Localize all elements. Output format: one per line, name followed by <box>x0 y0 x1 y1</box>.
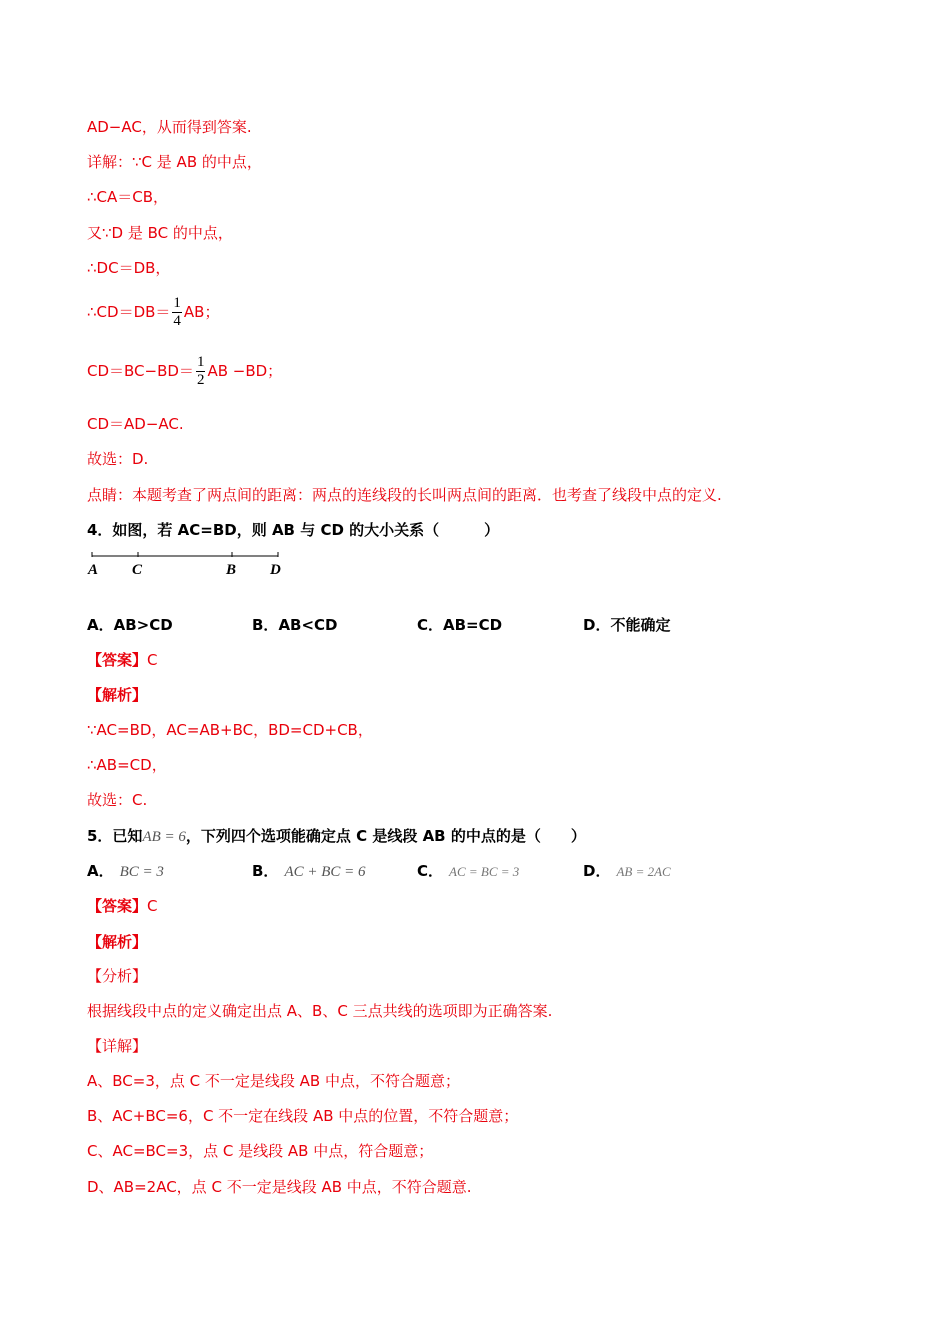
solution-line: 详解：∵C 是 AB 的中点， <box>87 153 262 171</box>
q5-detail-line: B、AC+BC=6，C 不一定在线段 AB 中点的位置，不符合题意； <box>87 1107 519 1125</box>
answer-tag: 【答案】 <box>87 897 148 915</box>
line-segment-figure <box>86 552 286 578</box>
fraction <box>196 354 206 389</box>
option-math: BC = 3 <box>119 864 164 880</box>
q5-xiangjie-tag: 【详解】 <box>87 1037 148 1055</box>
answer-value: C <box>147 651 158 669</box>
option-letter: A． <box>87 862 114 880</box>
label-d: D <box>270 562 281 578</box>
option-text: AB<CD <box>278 616 338 634</box>
option-math: AB = 2AC <box>616 864 671 879</box>
q4-option-d <box>583 615 670 635</box>
option-math: AC + BC = 6 <box>284 864 366 880</box>
q5-analysis-tag: 【解析】 <box>87 933 148 951</box>
text: CD＝BC−BD＝ <box>87 362 194 380</box>
solution-line: ∴DC＝DB， <box>87 259 171 277</box>
option-letter: B． <box>252 862 279 880</box>
q4-option-a <box>87 615 173 635</box>
option-math: AC = BC = 3 <box>449 864 520 879</box>
solution-line: ∴CA＝CB， <box>87 188 169 206</box>
denominator: 2 <box>196 372 205 388</box>
q5-option-b <box>252 861 366 882</box>
option-text: AB=CD <box>443 616 503 634</box>
option-letter: D． <box>583 616 611 634</box>
text: AB −BD； <box>207 362 283 380</box>
solution-line-fraction <box>87 353 282 389</box>
option-text: 不能确定 <box>610 616 671 634</box>
solution-line: CD＝AD−AC. <box>87 415 184 433</box>
q5-fenxi-text: 根据线段中点的定义确定出点 A、B、C 三点共线的选项即为正确答案. <box>87 1002 553 1020</box>
label-b: B <box>226 562 237 578</box>
text: ∴CD＝DB＝ <box>87 303 171 321</box>
q4-option-c <box>417 615 502 635</box>
text: AB； <box>183 303 220 321</box>
text: ，下列四个选项能确定点 C 是线段 AB 的中点的是（ ） <box>185 827 586 845</box>
q4-option-b <box>252 615 338 635</box>
option-text: AB>CD <box>113 616 173 634</box>
math-expression: AB = 6 <box>142 829 186 845</box>
solution-line: 又∵D 是 BC 的中点， <box>87 224 233 242</box>
q5-option-d <box>583 861 671 882</box>
label-a: A <box>88 562 99 578</box>
q4-analysis-line: 故选：C. <box>87 791 148 809</box>
q4-analysis-line: ∴AB=CD， <box>87 756 167 774</box>
question-5-stem <box>87 826 586 847</box>
option-letter: C． <box>417 862 444 880</box>
answer-value: C <box>147 897 158 915</box>
solution-line: AD−AC，从而得到答案. <box>87 118 252 136</box>
q5-answer <box>87 896 158 916</box>
q5-detail-line: C、AC=BC=3，点 C 是线段 AB 中点，符合题意； <box>87 1142 434 1160</box>
label-c: C <box>132 562 143 578</box>
option-letter: A． <box>87 616 114 634</box>
option-letter: C． <box>417 616 444 634</box>
q4-answer <box>87 650 158 670</box>
option-letter: B． <box>252 616 279 634</box>
text: 5．已知 <box>87 827 143 845</box>
solution-line-fraction <box>87 294 219 330</box>
solution-line: 点睛：本题考查了两点间的距离：两点的连线段的长叫两点间的距离．也考查了线段中点的定义. <box>87 486 722 504</box>
option-letter: D． <box>583 862 611 880</box>
fraction <box>172 295 182 330</box>
q5-option-a <box>87 861 164 882</box>
q5-fenxi-tag: 【分析】 <box>87 967 148 985</box>
q5-detail-line: D、AB=2AC，点 C 不一定是线段 AB 中点，不符合题意. <box>87 1178 472 1196</box>
numerator: 1 <box>196 354 205 370</box>
solution-line: 故选：D. <box>87 450 149 468</box>
question-4-stem: 4．如图，若 AC=BD，则 AB 与 CD 的大小关系（ ） <box>87 521 500 539</box>
q4-analysis-tag: 【解析】 <box>87 686 148 704</box>
denominator: 4 <box>173 313 181 329</box>
q5-option-c <box>417 861 519 882</box>
numerator: 1 <box>173 295 181 311</box>
q4-analysis-line: ∵AC=BD，AC=AB+BC，BD=CD+CB， <box>87 721 373 739</box>
q5-detail-line: A、BC=3，点 C 不一定是线段 AB 中点，不符合题意； <box>87 1072 460 1090</box>
answer-tag: 【答案】 <box>87 651 148 669</box>
